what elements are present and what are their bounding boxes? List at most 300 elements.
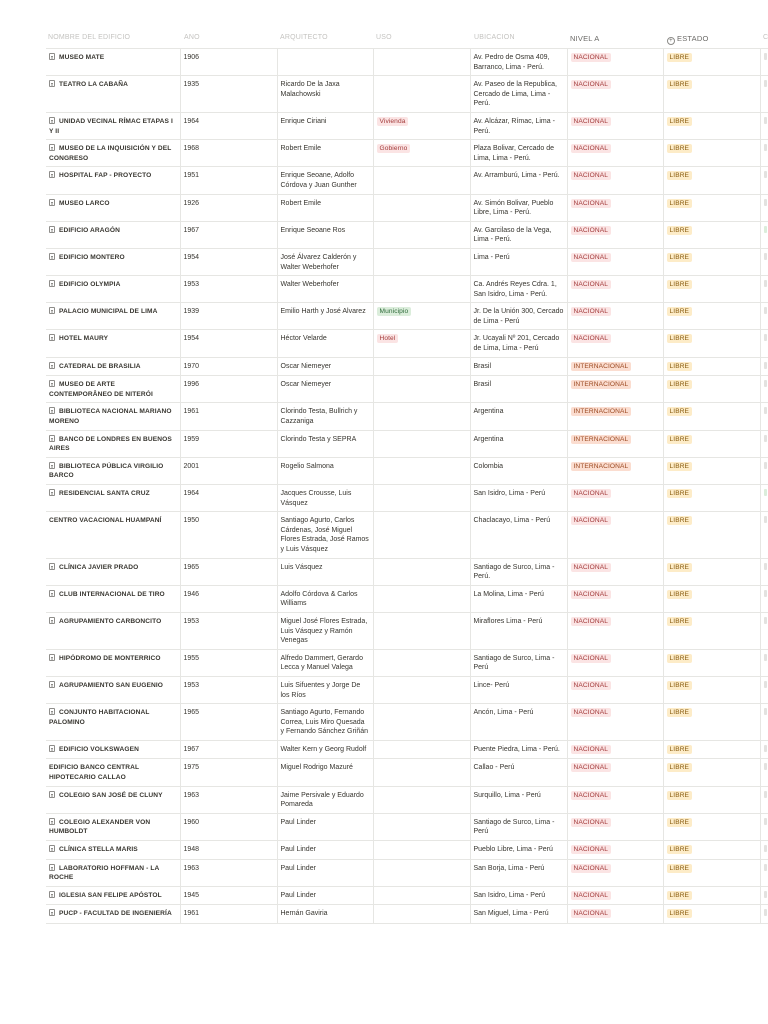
cell-level[interactable] [567,704,663,741]
cell-location[interactable] [470,813,567,840]
table-row[interactable] [46,330,768,357]
cell-architect[interactable] [277,512,373,558]
cell-status[interactable] [663,76,760,113]
cell-name[interactable] [46,676,180,703]
table-row[interactable] [46,704,768,741]
cell-year[interactable] [180,194,277,221]
cell-location[interactable] [470,740,567,759]
building-name[interactable]: HOSPITAL FAP - PROYECTO [59,172,152,180]
cell-year[interactable] [180,676,277,703]
building-name[interactable]: AGRUPAMIENTO SAN EUGENIO [59,681,164,689]
cell-status[interactable] [663,585,760,612]
cell-location[interactable] [470,612,567,649]
cell-name[interactable] [46,886,180,905]
cell-name[interactable] [46,430,180,457]
cell-location[interactable] [470,558,567,585]
cell-status[interactable] [663,303,760,330]
cell-name[interactable] [46,248,180,275]
table-row[interactable] [46,512,768,558]
cell-architect[interactable] [277,303,373,330]
cell-use[interactable] [373,786,470,813]
cell-level[interactable] [567,376,663,403]
cell-location[interactable] [470,676,567,703]
building-name[interactable]: CATEDRAL DE BRASILIA [59,362,141,370]
cell-extra[interactable] [760,558,768,585]
cell-use[interactable] [373,886,470,905]
cell-status[interactable] [663,49,760,76]
table-row[interactable] [46,430,768,457]
cell-status[interactable] [663,905,760,924]
cell-location[interactable] [470,357,567,376]
header-level[interactable]: NIVEL A [570,34,600,43]
cell-level[interactable] [567,759,663,786]
building-name[interactable]: EDIFICIO VOLKSWAGEN [59,745,139,753]
cell-use[interactable] [373,376,470,403]
cell-location[interactable] [470,303,567,330]
cell-name[interactable] [46,759,180,786]
header-use[interactable]: USO [376,34,392,41]
cell-name[interactable] [46,403,180,430]
cell-name[interactable] [46,649,180,676]
cell-use[interactable] [373,167,470,194]
cell-name[interactable] [46,140,180,167]
cell-extra[interactable] [760,859,768,886]
cell-architect[interactable] [277,813,373,840]
cell-year[interactable] [180,512,277,558]
cell-location[interactable] [470,76,567,113]
table-row[interactable] [46,612,768,649]
cell-architect[interactable] [277,859,373,886]
cell-architect[interactable] [277,704,373,741]
cell-name[interactable] [46,457,180,484]
cell-status[interactable] [663,221,760,248]
cell-year[interactable] [180,813,277,840]
cell-extra[interactable] [760,886,768,905]
cell-use[interactable] [373,558,470,585]
cell-architect[interactable] [277,786,373,813]
header-status[interactable]: + ESTADO [667,34,759,48]
cell-use[interactable] [373,704,470,741]
table-row[interactable] [46,357,768,376]
cell-year[interactable] [180,612,277,649]
cell-name[interactable] [46,485,180,512]
cell-use[interactable] [373,905,470,924]
cell-name[interactable] [46,859,180,886]
cell-extra[interactable] [760,376,768,403]
cell-architect[interactable] [277,558,373,585]
table-row[interactable] [46,859,768,886]
cell-architect[interactable] [277,430,373,457]
cell-level[interactable] [567,905,663,924]
cell-status[interactable] [663,112,760,139]
cell-extra[interactable] [760,905,768,924]
cell-extra[interactable] [760,276,768,303]
cell-name[interactable] [46,585,180,612]
building-name[interactable]: AGRUPAMIENTO CARBONCITO [59,617,162,625]
cell-year[interactable] [180,740,277,759]
building-name[interactable]: CONJUNTO HABITACIONAL PALOMINO [49,709,150,726]
table-row[interactable] [46,403,768,430]
cell-location[interactable] [470,905,567,924]
cell-year[interactable] [180,303,277,330]
cell-status[interactable] [663,167,760,194]
cell-name[interactable] [46,558,180,585]
cell-extra[interactable] [760,813,768,840]
cell-use[interactable] [373,649,470,676]
cell-level[interactable] [567,649,663,676]
cell-year[interactable] [180,485,277,512]
cell-extra[interactable] [760,357,768,376]
cell-year[interactable] [180,76,277,113]
cell-level[interactable] [567,558,663,585]
cell-year[interactable] [180,140,277,167]
cell-level[interactable] [567,330,663,357]
cell-use[interactable] [373,813,470,840]
cell-location[interactable] [470,859,567,886]
table-row[interactable] [46,759,768,786]
building-name[interactable]: PUCP - FACULTAD DE INGENIERÍA [59,910,172,918]
cell-use[interactable] [373,512,470,558]
cell-name[interactable] [46,276,180,303]
table-row[interactable] [46,112,768,139]
cell-architect[interactable] [277,221,373,248]
cell-year[interactable] [180,221,277,248]
cell-status[interactable] [663,740,760,759]
cell-extra[interactable] [760,330,768,357]
cell-level[interactable] [567,740,663,759]
cell-location[interactable] [470,403,567,430]
cell-name[interactable] [46,376,180,403]
cell-status[interactable] [663,357,760,376]
building-name[interactable]: MUSEO MATE [59,54,105,61]
header-extra[interactable]: C [763,34,768,41]
building-name[interactable]: COLEGIO ALEXANDER VON HUMBOLDT [49,818,151,836]
table-row[interactable] [46,841,768,860]
cell-extra[interactable] [760,248,768,275]
cell-status[interactable] [663,841,760,860]
cell-location[interactable] [470,585,567,612]
cell-status[interactable] [663,704,760,741]
cell-status[interactable] [663,276,760,303]
table-row[interactable] [46,140,768,167]
cell-level[interactable] [567,512,663,558]
building-name[interactable]: TEATRO LA CABAÑA [59,81,128,89]
cell-name[interactable] [46,512,180,558]
cell-name[interactable] [46,740,180,759]
building-name[interactable]: BANCO DE LONDRES EN BUENOS AIRES [49,435,172,453]
cell-name[interactable] [46,330,180,357]
cell-use[interactable] [373,403,470,430]
cell-location[interactable] [470,759,567,786]
cell-status[interactable] [663,813,760,840]
cell-status[interactable] [663,194,760,221]
header-location[interactable]: UBICACIÓN [474,34,515,41]
building-name[interactable]: RESIDENCIAL SANTA CRUZ [59,490,150,497]
cell-location[interactable] [470,886,567,905]
cell-level[interactable] [567,886,663,905]
cell-architect[interactable] [277,759,373,786]
cell-location[interactable] [470,112,567,139]
cell-location[interactable] [470,841,567,860]
building-name[interactable]: HIPÓDROMO DE MONTERRICO [59,654,161,662]
cell-use[interactable] [373,612,470,649]
building-name[interactable]: BIBLIOTECA PÚBLICA VIRGILIO BARCO [49,462,164,480]
cell-use[interactable] [373,112,470,139]
cell-status[interactable] [663,859,760,886]
cell-year[interactable] [180,49,277,76]
cell-level[interactable] [567,303,663,330]
cell-location[interactable] [470,167,567,194]
table-row[interactable] [46,585,768,612]
cell-extra[interactable] [760,221,768,248]
cell-location[interactable] [470,140,567,167]
cell-use[interactable] [373,221,470,248]
cell-architect[interactable] [277,676,373,703]
table-row[interactable] [46,194,768,221]
cell-name[interactable] [46,813,180,840]
table-row[interactable] [46,167,768,194]
cell-architect[interactable] [277,376,373,403]
cell-status[interactable] [663,330,760,357]
cell-architect[interactable] [277,248,373,275]
cell-use[interactable] [373,140,470,167]
cell-name[interactable] [46,303,180,330]
cell-use[interactable] [373,330,470,357]
cell-status[interactable] [663,403,760,430]
cell-architect[interactable] [277,403,373,430]
cell-name[interactable] [46,786,180,813]
cell-year[interactable] [180,276,277,303]
cell-location[interactable] [470,49,567,76]
cell-level[interactable] [567,194,663,221]
cell-year[interactable] [180,330,277,357]
cell-year[interactable] [180,376,277,403]
cell-use[interactable] [373,676,470,703]
cell-level[interactable] [567,112,663,139]
cell-level[interactable] [567,612,663,649]
cell-level[interactable] [567,813,663,840]
cell-status[interactable] [663,430,760,457]
cell-use[interactable] [373,859,470,886]
building-name[interactable]: EDIFICIO MONTERO [59,253,125,261]
cell-architect[interactable] [277,485,373,512]
table-row[interactable] [46,76,768,113]
cell-status[interactable] [663,485,760,512]
cell-extra[interactable] [760,704,768,741]
building-name[interactable]: CENTRO VACACIONAL HUAMPANÍ [49,517,162,525]
table-row[interactable] [46,457,768,484]
cell-architect[interactable] [277,612,373,649]
building-name[interactable]: EDIFICIO ARAGÓN [59,226,120,234]
cell-level[interactable] [567,786,663,813]
cell-extra[interactable] [760,612,768,649]
cell-level[interactable] [567,49,663,76]
cell-location[interactable] [470,649,567,676]
cell-extra[interactable] [760,403,768,430]
cell-name[interactable] [46,221,180,248]
cell-status[interactable] [663,786,760,813]
cell-level[interactable] [567,140,663,167]
building-name[interactable]: MUSEO LARCO [59,199,110,207]
table-row[interactable] [46,303,768,330]
cell-extra[interactable] [760,194,768,221]
cell-year[interactable] [180,357,277,376]
cell-architect[interactable] [277,841,373,860]
building-name[interactable]: IGLESIA SAN FELIPE APÓSTOL [59,891,162,899]
cell-year[interactable] [180,167,277,194]
cell-extra[interactable] [760,303,768,330]
building-name[interactable]: LABORATORIO HOFFMAN - LA ROCHE [49,864,160,882]
cell-level[interactable] [567,403,663,430]
cell-extra[interactable] [760,76,768,113]
cell-use[interactable] [373,485,470,512]
cell-use[interactable] [373,303,470,330]
building-name[interactable]: PALACIO MUNICIPAL DE LIMA [59,308,158,316]
cell-year[interactable] [180,649,277,676]
cell-architect[interactable] [277,49,373,76]
building-name[interactable]: CLUB INTERNACIONAL DE TIRO [59,590,165,598]
cell-status[interactable] [663,512,760,558]
cell-architect[interactable] [277,649,373,676]
cell-architect[interactable] [277,457,373,484]
cell-extra[interactable] [760,112,768,139]
cell-extra[interactable] [760,512,768,558]
cell-name[interactable] [46,704,180,741]
cell-use[interactable] [373,430,470,457]
table-row[interactable] [46,221,768,248]
cell-use[interactable] [373,457,470,484]
table-row[interactable] [46,376,768,403]
cell-year[interactable] [180,886,277,905]
cell-status[interactable] [663,612,760,649]
cell-extra[interactable] [760,49,768,76]
cell-status[interactable] [663,248,760,275]
cell-name[interactable] [46,194,180,221]
cell-architect[interactable] [277,357,373,376]
cell-level[interactable] [567,430,663,457]
cell-location[interactable] [470,276,567,303]
cell-location[interactable] [470,704,567,741]
cell-architect[interactable] [277,76,373,113]
cell-location[interactable] [470,330,567,357]
building-name[interactable]: MUSEO DE LA INQUISICIÓN Y DEL CONGRESO [49,145,172,162]
cell-use[interactable] [373,357,470,376]
cell-extra[interactable] [760,676,768,703]
header-name[interactable]: NOMBRE DEL EDIFICIO [48,34,131,41]
cell-status[interactable] [663,457,760,484]
table-row[interactable] [46,248,768,275]
cell-status[interactable] [663,140,760,167]
cell-extra[interactable] [760,485,768,512]
cell-location[interactable] [470,248,567,275]
cell-year[interactable] [180,585,277,612]
cell-location[interactable] [470,457,567,484]
cell-year[interactable] [180,859,277,886]
cell-location[interactable] [470,786,567,813]
cell-status[interactable] [663,649,760,676]
cell-use[interactable] [373,585,470,612]
cell-year[interactable] [180,457,277,484]
cell-architect[interactable] [277,886,373,905]
cell-level[interactable] [567,457,663,484]
cell-use[interactable] [373,740,470,759]
cell-year[interactable] [180,403,277,430]
cell-status[interactable] [663,558,760,585]
cell-location[interactable] [470,512,567,558]
cell-name[interactable] [46,49,180,76]
cell-use[interactable] [373,49,470,76]
header-architect[interactable]: ARQUITECTO [280,34,328,41]
table-row[interactable] [46,485,768,512]
cell-status[interactable] [663,886,760,905]
cell-use[interactable] [373,759,470,786]
cell-level[interactable] [567,76,663,113]
cell-architect[interactable] [277,905,373,924]
table-row[interactable] [46,276,768,303]
table-row[interactable] [46,676,768,703]
cell-level[interactable] [567,248,663,275]
cell-level[interactable] [567,357,663,376]
building-name[interactable]: EDIFICIO OLYMPIA [59,281,121,289]
building-name[interactable]: HOTEL MAURY [59,335,109,343]
building-name[interactable]: CLÍNICA JAVIER PRADO [59,563,139,571]
cell-level[interactable] [567,585,663,612]
table-row[interactable] [46,905,768,924]
table-row[interactable] [46,740,768,759]
cell-use[interactable] [373,194,470,221]
cell-architect[interactable] [277,112,373,139]
cell-name[interactable] [46,76,180,113]
building-name[interactable]: CLÍNICA STELLA MARIS [59,846,138,854]
cell-location[interactable] [470,485,567,512]
building-name[interactable]: COLEGIO SAN JOSÉ DE CLUNY [59,791,163,799]
table-row[interactable] [46,813,768,840]
building-name[interactable]: EDIFICIO BANCO CENTRAL HIPOTECARIO CALLAO [49,764,139,782]
cell-name[interactable] [46,357,180,376]
cell-use[interactable] [373,248,470,275]
cell-year[interactable] [180,704,277,741]
cell-level[interactable] [567,841,663,860]
cell-year[interactable] [180,248,277,275]
cell-architect[interactable] [277,276,373,303]
cell-extra[interactable] [760,167,768,194]
building-name[interactable]: BIBLIOTECA NACIONAL MARIANO MORENO [49,408,172,426]
cell-status[interactable] [663,759,760,786]
cell-extra[interactable] [760,457,768,484]
cell-name[interactable] [46,905,180,924]
cell-year[interactable] [180,786,277,813]
cell-status[interactable] [663,376,760,403]
cell-year[interactable] [180,558,277,585]
cell-level[interactable] [567,276,663,303]
table-row[interactable] [46,49,768,76]
cell-extra[interactable] [760,649,768,676]
cell-use[interactable] [373,276,470,303]
cell-level[interactable] [567,676,663,703]
cell-architect[interactable] [277,330,373,357]
cell-architect[interactable] [277,167,373,194]
cell-level[interactable] [567,221,663,248]
cell-extra[interactable] [760,841,768,860]
cell-architect[interactable] [277,140,373,167]
building-name[interactable]: UNIDAD VECINAL RÍMAC ETAPAS I Y II [49,117,173,135]
cell-extra[interactable] [760,740,768,759]
cell-location[interactable] [470,194,567,221]
cell-extra[interactable] [760,759,768,786]
cell-level[interactable] [567,167,663,194]
cell-name[interactable] [46,112,180,139]
cell-extra[interactable] [760,430,768,457]
